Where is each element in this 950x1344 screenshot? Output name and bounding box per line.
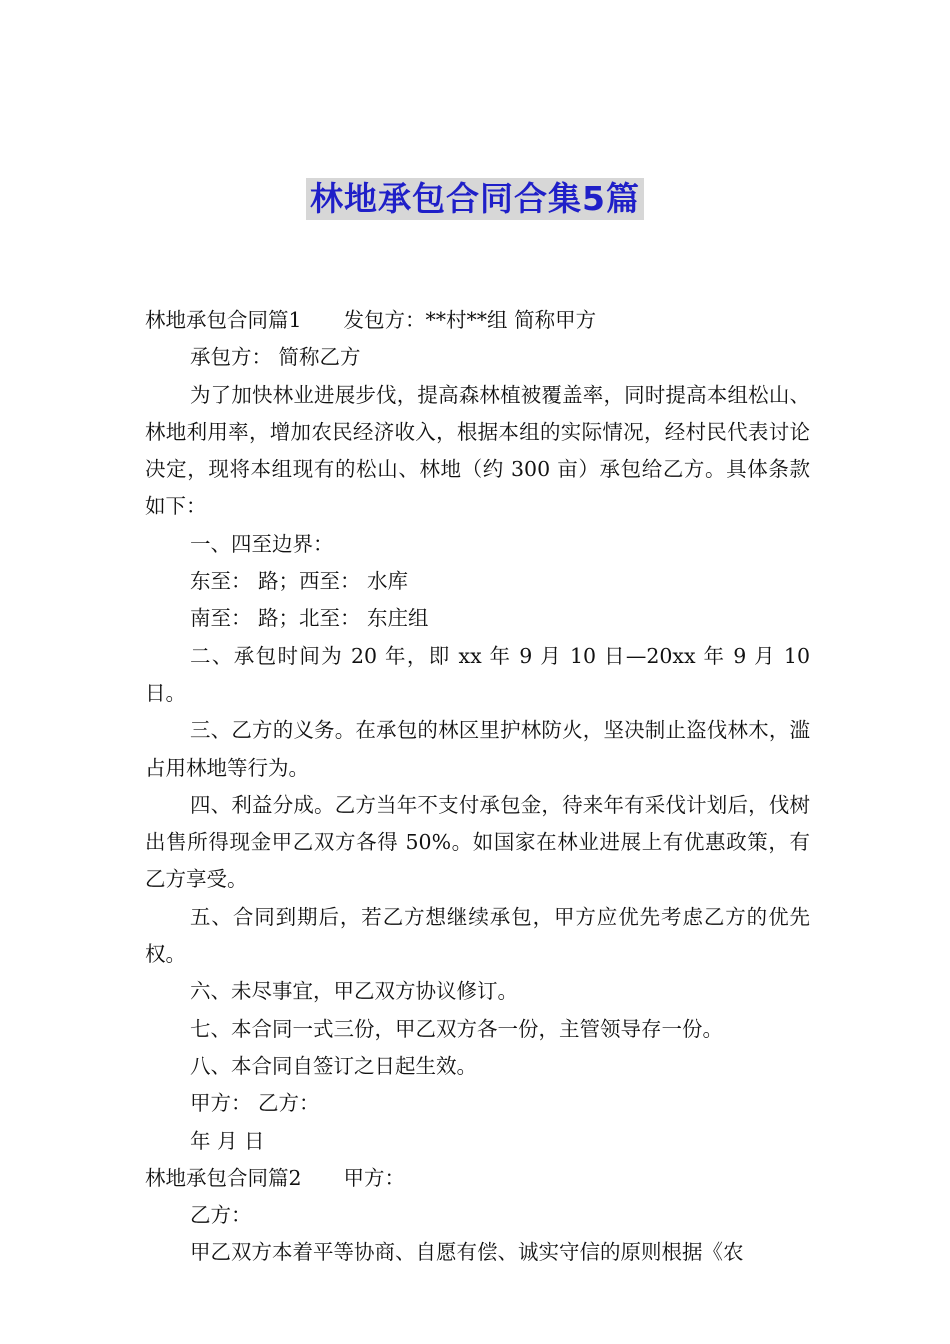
paragraph bbox=[145, 899, 810, 974]
title-container bbox=[0, 178, 950, 220]
paragraph-text: 甲乙双方本着平等协商、自愿有偿、诚实守信的原则根据《农 bbox=[190, 1240, 744, 1265]
document-title: 林地承包合同合集5篇 bbox=[306, 178, 644, 220]
paragraph bbox=[145, 787, 810, 899]
paragraph bbox=[145, 1197, 810, 1234]
paragraph-text: 八、本合同自签订之日起生效。 bbox=[190, 1053, 477, 1078]
paragraph bbox=[145, 339, 810, 376]
document-body bbox=[145, 302, 810, 1272]
paragraph-text: 年 月 日 bbox=[190, 1128, 265, 1153]
paragraph-text: 甲方： 乙方： bbox=[190, 1091, 320, 1116]
paragraph bbox=[145, 1048, 810, 1085]
paragraph-text: 林地承包合同篇1 bbox=[145, 308, 302, 332]
paragraph-text: 乙方： bbox=[190, 1203, 252, 1228]
paragraph bbox=[145, 563, 810, 600]
paragraph-text: 南至： 路；北至： 东庄组 bbox=[190, 606, 429, 631]
paragraph-inline-text: 甲方： bbox=[343, 1165, 406, 1190]
paragraph bbox=[145, 1123, 810, 1160]
paragraph bbox=[145, 302, 810, 339]
paragraph bbox=[145, 526, 810, 563]
paragraph-text: 东至： 路；西至： 水库 bbox=[190, 569, 409, 594]
paragraph-text: 五、合同到期后，若乙方想继续承包，甲方应优先考虑乙方的优先权。 bbox=[145, 904, 810, 967]
paragraph-text: 林地承包合同篇2 bbox=[145, 1165, 302, 1190]
paragraph bbox=[145, 1234, 810, 1271]
paragraph-text: 承包方： 简称乙方 bbox=[190, 345, 361, 370]
paragraph-text: 六、未尽事宜，甲乙双方协议修订。 bbox=[190, 979, 518, 1004]
paragraph-inline-text: 发包方：**村**组 简称甲方 bbox=[343, 308, 597, 332]
paragraph bbox=[145, 1085, 810, 1122]
paragraph-text: 四、利益分成。乙方当年不支付承包金，待来年有采伐计划后，伐树出售所得现金甲乙双方各得 50%。如国家在林业进展上有优惠政策，有乙方享受。 bbox=[145, 792, 810, 892]
paragraph bbox=[145, 1160, 810, 1197]
paragraph bbox=[145, 973, 810, 1010]
paragraph-text: 一、四至边界： bbox=[190, 531, 334, 556]
paragraph-text: 为了加快林业进展步伐，提高森林植被覆盖率，同时提高本组松山、林地利用率，增加农民经济收入，根据本组的实际情况，经村民代表讨论决定，现将本组现有的松山、林地（约 300 亩）承包给乙方。具体条款如下： bbox=[145, 382, 810, 519]
paragraph bbox=[145, 712, 810, 787]
paragraph bbox=[145, 377, 810, 526]
paragraph-text: 七、本合同一式三份，甲乙双方各一份，主管领导存一份。 bbox=[190, 1016, 723, 1041]
paragraph-text: 二、承包时间为 20 年，即 xx 年 9 月 10 日—20xx 年 9 月 10 日。 bbox=[145, 643, 810, 705]
paragraph bbox=[145, 1011, 810, 1048]
paragraph bbox=[145, 600, 810, 637]
paragraph-text: 三、乙方的义务。在承包的林区里护林防火，坚决制止盗伐林木，滥占用林地等行为。 bbox=[145, 718, 810, 780]
paragraph bbox=[145, 638, 810, 713]
